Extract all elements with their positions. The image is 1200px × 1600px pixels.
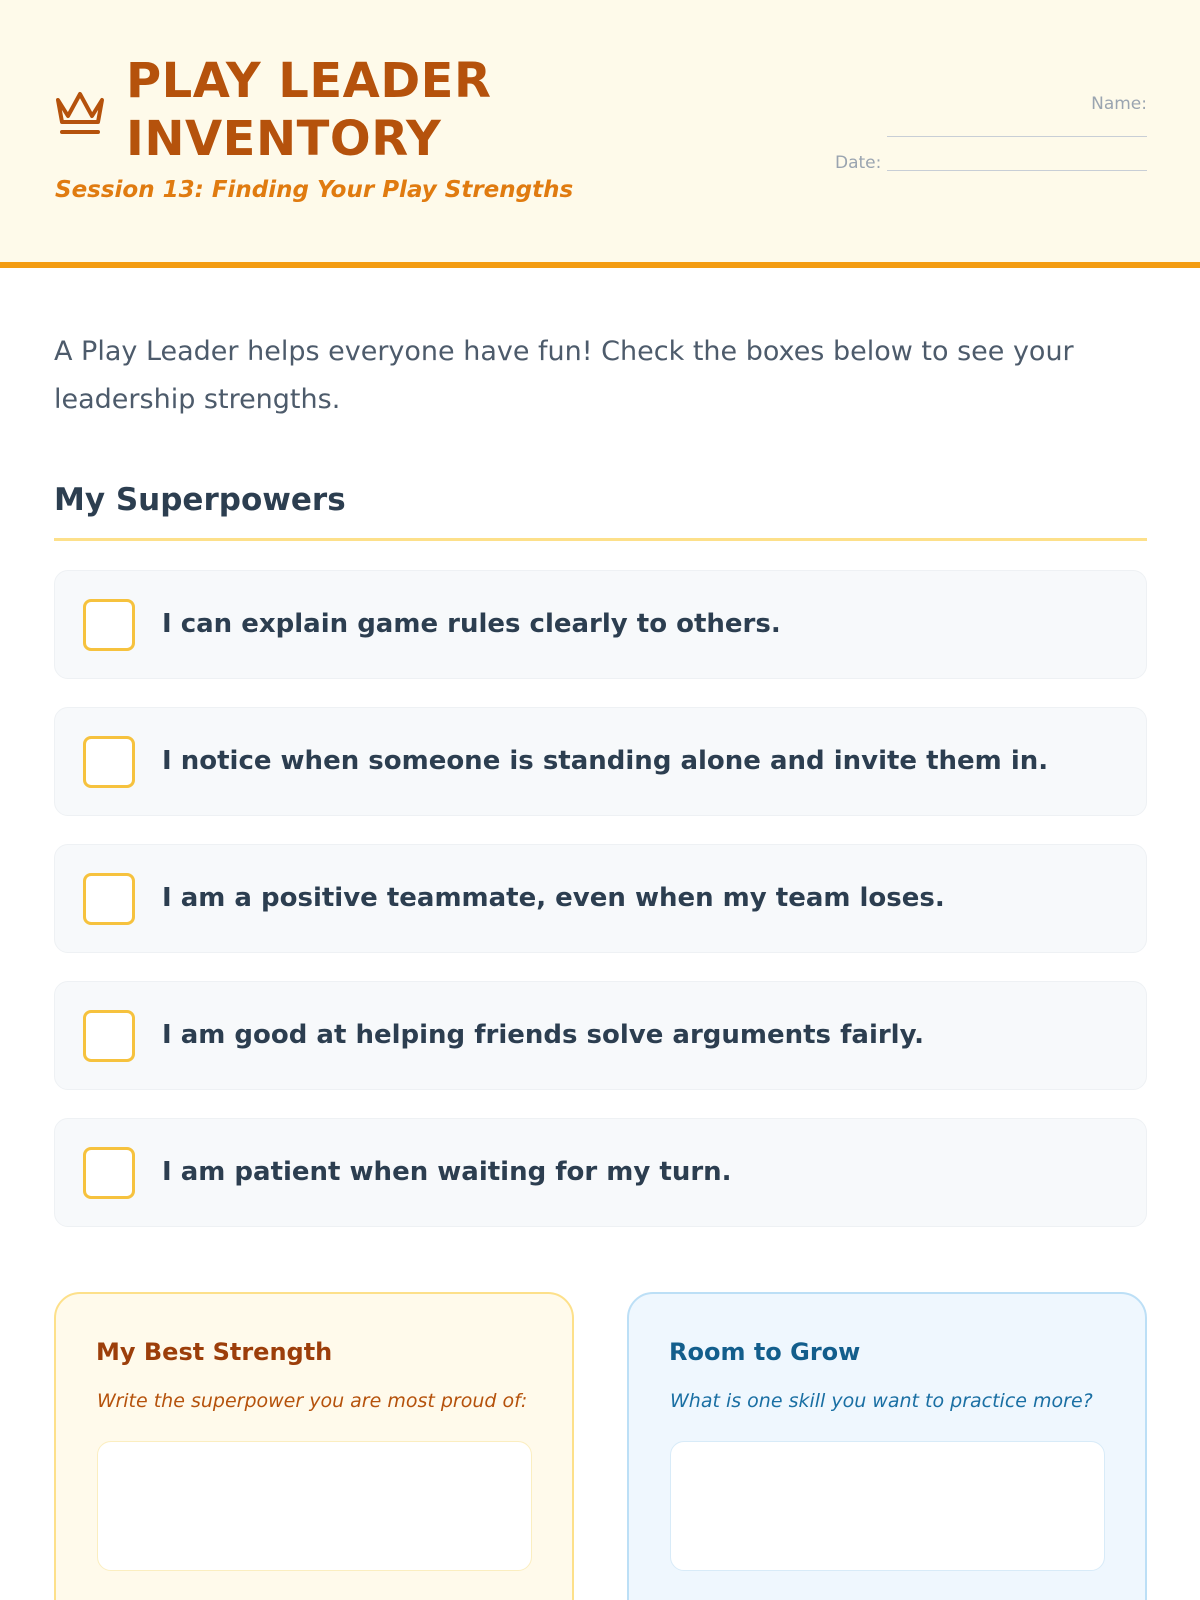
page-title <box>126 52 686 168</box>
section-divider <box>54 538 1147 541</box>
session-subtitle: Session 13: Finding Your Play Strengths <box>55 177 574 203</box>
checklist-item <box>54 707 1147 816</box>
checklist-item-label: I am a positive teammate, even when my team loses. <box>162 883 945 913</box>
date-label: Date: <box>835 153 882 173</box>
checkbox[interactable] <box>83 599 135 651</box>
best-strength-answer-box[interactable] <box>97 1441 532 1571</box>
checklist-item <box>54 1118 1147 1227</box>
best-strength-card <box>54 1292 574 1600</box>
section-title: My Superpowers <box>54 482 346 518</box>
title-line-2: INVENTORY <box>126 111 442 167</box>
checkbox[interactable] <box>83 873 135 925</box>
title-line-1: PLAY LEADER <box>126 53 492 109</box>
checkbox[interactable] <box>83 1010 135 1062</box>
room-to-grow-prompt: What is one skill you want to practice more? <box>670 1390 1093 1412</box>
best-strength-prompt: Write the superpower you are most proud of: <box>97 1390 528 1412</box>
name-field[interactable] <box>887 136 1147 137</box>
room-to-grow-card <box>627 1292 1147 1600</box>
checklist-item-label: I notice when someone is standing alone and invite them in. <box>162 746 1049 776</box>
checkbox[interactable] <box>83 736 135 788</box>
checkbox[interactable] <box>83 1147 135 1199</box>
checklist-item-label: I am patient when waiting for my turn. <box>162 1157 732 1187</box>
checklist-item <box>54 981 1147 1090</box>
checklist-item-label: I can explain game rules clearly to others. <box>162 609 781 639</box>
intro-text: A Play Leader helps everyone have fun! Check the boxes below to see your leadership strengths. <box>54 336 1074 415</box>
date-field[interactable] <box>887 170 1147 171</box>
name-label: Name: <box>1091 94 1147 114</box>
best-strength-title: My Best Strength <box>96 1338 333 1366</box>
room-to-grow-answer-box[interactable] <box>670 1441 1105 1571</box>
room-to-grow-title: Room to Grow <box>669 1338 861 1366</box>
crown-icon <box>54 88 106 138</box>
checklist-item-label: I am good at helping friends solve arguments fairly. <box>162 1020 925 1050</box>
worksheet-header <box>0 0 1200 268</box>
checklist-item <box>54 570 1147 679</box>
checklist-item <box>54 844 1147 953</box>
